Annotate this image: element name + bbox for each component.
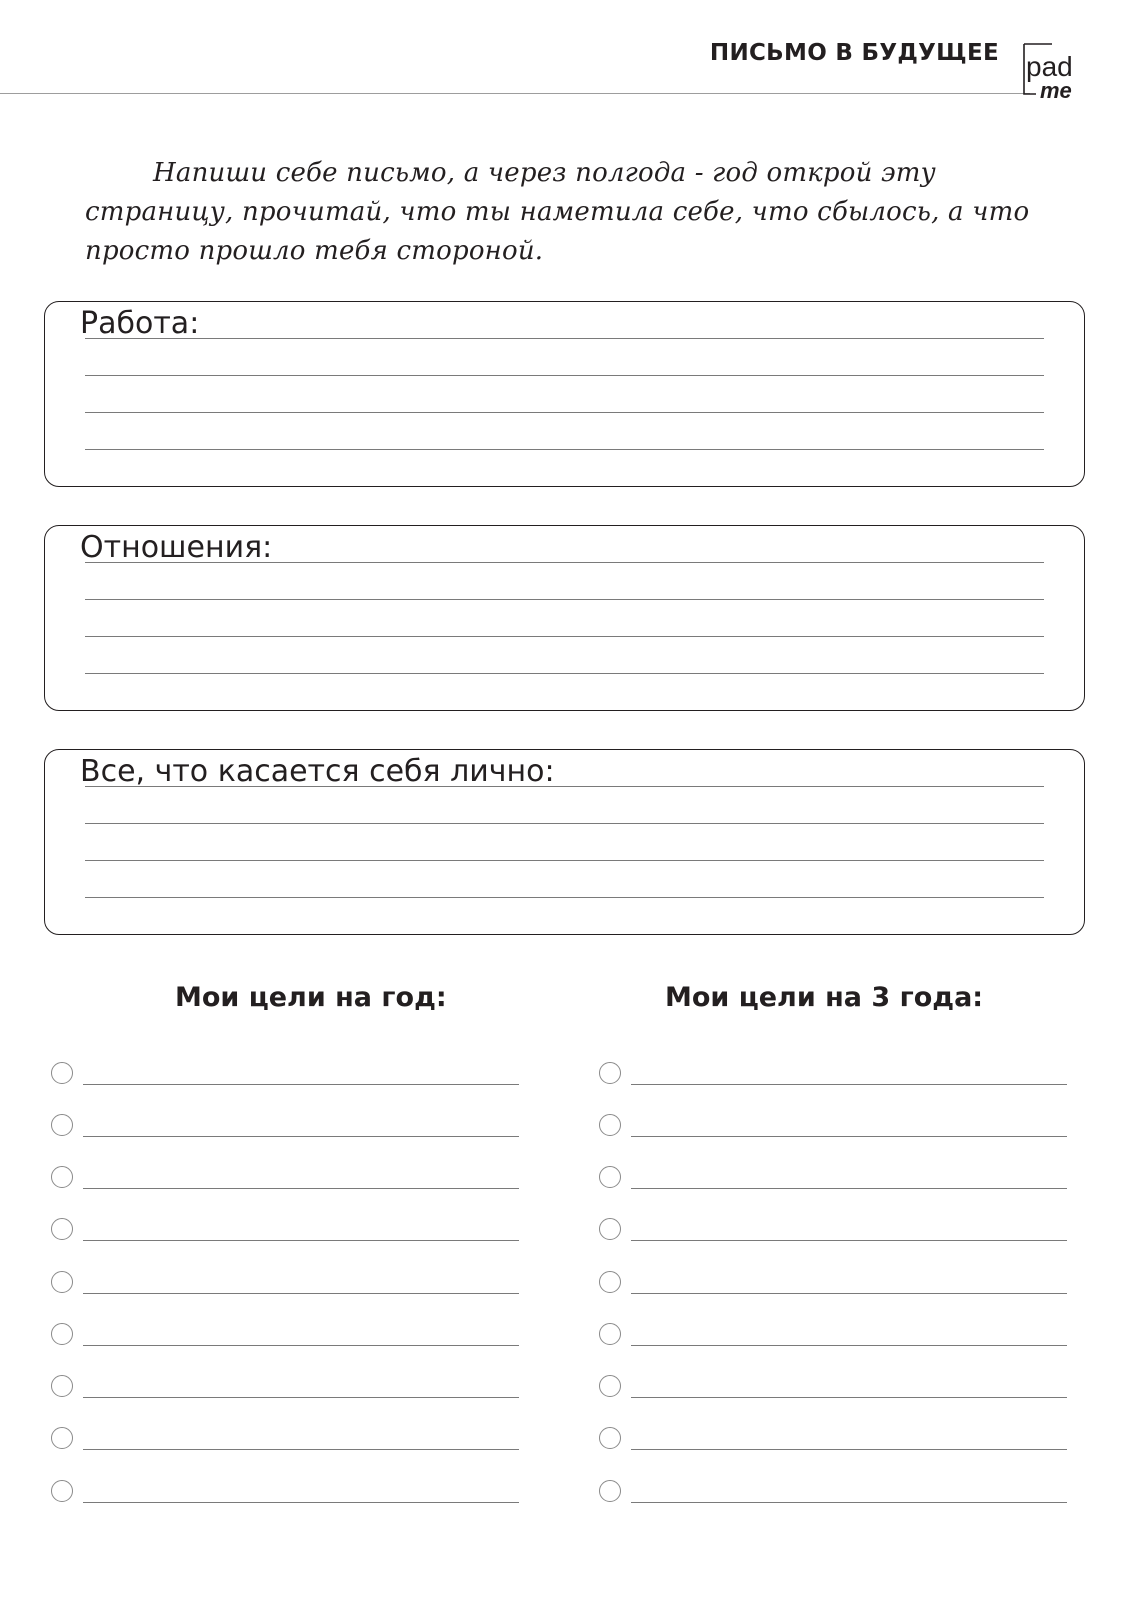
checkbox-circle-icon[interactable] <box>51 1218 73 1240</box>
goal-write-line <box>631 1397 1067 1398</box>
goal-item[interactable] <box>599 1166 1069 1196</box>
goal-write-line <box>83 1084 519 1085</box>
goal-write-line <box>631 1345 1067 1346</box>
header-divider <box>0 93 1030 94</box>
writing-line <box>85 375 1044 376</box>
goal-write-line <box>83 1502 519 1503</box>
checkbox-circle-icon[interactable] <box>51 1480 73 1502</box>
logo-me-text: me <box>1040 78 1072 102</box>
goal-write-line <box>83 1136 519 1137</box>
writing-line <box>85 636 1044 637</box>
section-box-work[interactable] <box>44 301 1085 487</box>
goal-item[interactable] <box>51 1114 521 1144</box>
goals-year-heading: Мои цели на год: <box>175 982 447 1013</box>
goal-write-line <box>631 1502 1067 1503</box>
checkbox-circle-icon[interactable] <box>599 1114 621 1136</box>
goal-write-line <box>631 1188 1067 1189</box>
checkbox-circle-icon[interactable] <box>51 1166 73 1188</box>
writing-line <box>85 897 1044 898</box>
checkbox-circle-icon[interactable] <box>51 1375 73 1397</box>
goal-item[interactable] <box>51 1166 521 1196</box>
goal-item[interactable] <box>51 1218 521 1248</box>
goal-item[interactable] <box>51 1062 521 1092</box>
goal-item[interactable] <box>51 1480 521 1510</box>
checkbox-circle-icon[interactable] <box>51 1323 73 1345</box>
section-label-relationships: Отношения: <box>80 530 273 565</box>
goal-write-line <box>631 1293 1067 1294</box>
checkbox-circle-icon[interactable] <box>599 1062 621 1084</box>
goal-write-line <box>83 1397 519 1398</box>
goal-item[interactable] <box>599 1271 1069 1301</box>
checkbox-circle-icon[interactable] <box>51 1114 73 1136</box>
goal-write-line <box>83 1449 519 1450</box>
checkbox-circle-icon[interactable] <box>599 1427 621 1449</box>
writing-line <box>85 412 1044 413</box>
goal-write-line <box>83 1240 519 1241</box>
goal-item[interactable] <box>599 1323 1069 1353</box>
checkbox-circle-icon[interactable] <box>599 1271 621 1293</box>
goal-write-line <box>631 1136 1067 1137</box>
checkbox-circle-icon[interactable] <box>599 1375 621 1397</box>
goal-item[interactable] <box>51 1427 521 1457</box>
goal-write-line <box>631 1449 1067 1450</box>
writing-line <box>85 823 1044 824</box>
goal-item[interactable] <box>599 1114 1069 1144</box>
writing-line <box>85 860 1044 861</box>
goals-3years-heading: Мои цели на 3 года: <box>665 982 984 1013</box>
goal-item[interactable] <box>51 1271 521 1301</box>
goal-item[interactable] <box>599 1375 1069 1405</box>
checkbox-circle-icon[interactable] <box>599 1218 621 1240</box>
checkbox-circle-icon[interactable] <box>51 1427 73 1449</box>
padme-logo <box>1022 42 1090 102</box>
goal-write-line <box>83 1345 519 1346</box>
goal-item[interactable] <box>599 1062 1069 1092</box>
section-box-relationships[interactable] <box>44 525 1085 711</box>
writing-line <box>85 786 1044 787</box>
goal-item[interactable] <box>51 1375 521 1405</box>
goal-item[interactable] <box>599 1427 1069 1457</box>
writing-line <box>85 562 1044 563</box>
goal-item[interactable] <box>599 1480 1069 1510</box>
goal-write-line <box>631 1240 1067 1241</box>
checkbox-circle-icon[interactable] <box>51 1062 73 1084</box>
writing-line <box>85 449 1044 450</box>
goal-write-line <box>83 1188 519 1189</box>
checkbox-circle-icon[interactable] <box>599 1323 621 1345</box>
writing-line <box>85 673 1044 674</box>
goal-write-line <box>83 1293 519 1294</box>
writing-line <box>85 599 1044 600</box>
goal-item[interactable] <box>51 1323 521 1353</box>
logo-pad-text: pad <box>1026 51 1073 82</box>
checkbox-circle-icon[interactable] <box>599 1166 621 1188</box>
checkbox-circle-icon[interactable] <box>51 1271 73 1293</box>
goal-item[interactable] <box>599 1218 1069 1248</box>
checkbox-circle-icon[interactable] <box>599 1480 621 1502</box>
intro-instructions: Напиши себе письмо, а через полгода - год открой эту страницу, прочитай, что ты наметила себе, что сбылось, а что просто прошло тебя стороной. <box>85 158 1030 266</box>
goal-write-line <box>631 1084 1067 1085</box>
section-label-personal: Все, что касается себя лично: <box>80 754 555 789</box>
section-box-personal[interactable] <box>44 749 1085 935</box>
section-label-work: Работа: <box>80 306 200 341</box>
writing-line <box>85 338 1044 339</box>
page-title: ПИСЬМО В БУДУЩЕЕ <box>709 40 999 66</box>
